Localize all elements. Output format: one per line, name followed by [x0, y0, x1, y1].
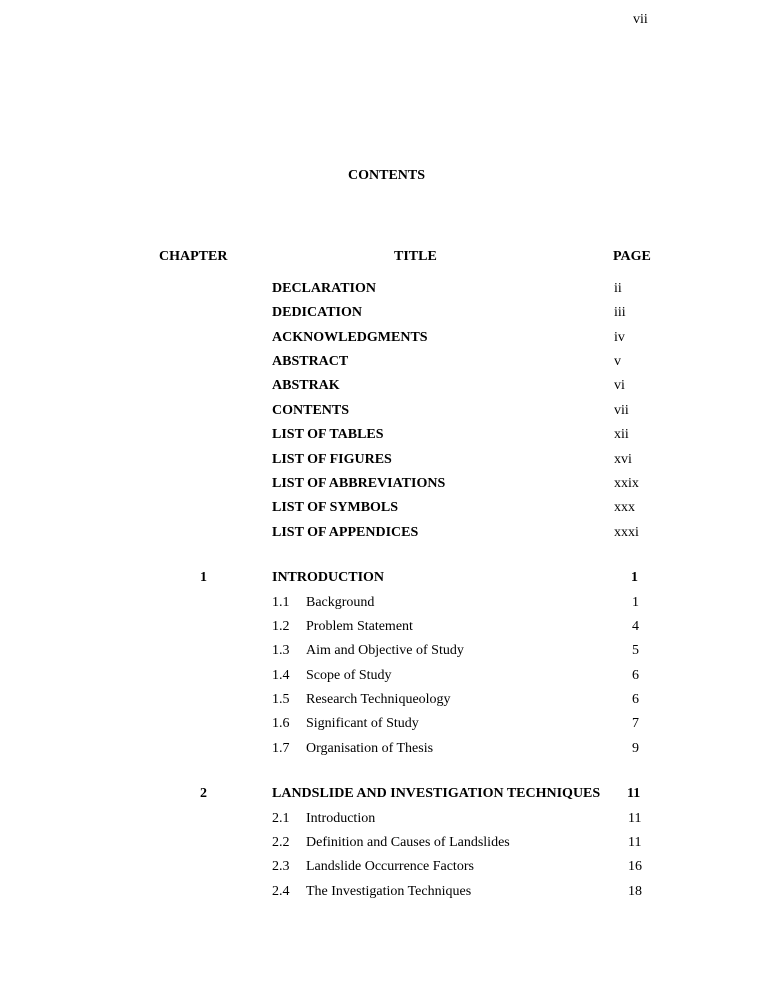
section-page: 1: [632, 595, 639, 610]
section-number: 1.5: [272, 692, 290, 707]
section-number: 1.4: [272, 668, 290, 683]
entry-title: ABSTRAK: [272, 378, 340, 393]
section-page: 5: [632, 643, 639, 658]
entry-page: xii: [614, 427, 629, 442]
entry-page: xxix: [614, 476, 639, 491]
section-page: 4: [632, 619, 639, 634]
section-page: 6: [632, 668, 639, 683]
section-title: Significant of Study: [306, 716, 419, 731]
section-page: 7: [632, 716, 639, 731]
entry-page: ii: [614, 281, 622, 296]
entry-page: iii: [614, 305, 626, 320]
section-title: Scope of Study: [306, 668, 392, 683]
section-title: Organisation of Thesis: [306, 741, 434, 756]
section-number: 1.2: [272, 619, 290, 634]
section-page: 11: [628, 811, 642, 826]
entry-title: LIST OF ABBREVIATIONS: [272, 476, 446, 491]
entry-title: DEDICATION: [272, 305, 362, 320]
section-title: The Investigation Techniques: [306, 884, 472, 899]
section-number: 1.1: [272, 595, 290, 610]
section-title: Landslide Occurrence Factors: [306, 859, 474, 874]
chapter-page: 11: [627, 786, 641, 801]
entry-title: ACKNOWLEDGMENTS: [272, 330, 428, 345]
chapter-page: 1: [631, 570, 638, 585]
section-title: Research Techniqueology: [306, 692, 451, 707]
chapter-title: INTRODUCTION: [272, 570, 385, 585]
chapter-title: LANDSLIDE AND INVESTIGATION TECHNIQUES: [272, 786, 601, 801]
entry-page: vii: [614, 403, 629, 418]
chapter-number: 2: [200, 786, 207, 801]
section-page: 9: [632, 741, 639, 756]
column-header-page: PAGE: [613, 249, 651, 264]
page-number: vii: [633, 12, 648, 27]
entry-title: LIST OF TABLES: [272, 427, 384, 442]
entry-title: LIST OF SYMBOLS: [272, 500, 399, 515]
entry-page: xvi: [614, 452, 632, 467]
entry-title: LIST OF APPENDICES: [272, 525, 419, 540]
section-number: 1.6: [272, 716, 290, 731]
chapter-number: 1: [200, 570, 207, 585]
column-header-chapter: CHAPTER: [159, 249, 228, 264]
section-number: 2.2: [272, 835, 290, 850]
column-header-title: TITLE: [394, 249, 437, 264]
entry-page: iv: [614, 330, 625, 345]
entry-title: LIST OF FIGURES: [272, 452, 392, 467]
entry-page: xxx: [614, 500, 635, 515]
section-page: 11: [628, 835, 642, 850]
section-number: 2.4: [272, 884, 290, 899]
entry-page: v: [614, 354, 621, 369]
section-number: 2.1: [272, 811, 290, 826]
section-title: Definition and Causes of Landslides: [306, 835, 510, 850]
entry-title: CONTENTS: [272, 403, 350, 418]
section-page: 18: [628, 884, 642, 899]
section-number: 1.3: [272, 643, 290, 658]
section-title: Background: [306, 595, 375, 610]
contents-heading: CONTENTS: [348, 168, 426, 183]
entry-page: xxxi: [614, 525, 639, 540]
entry-page: vi: [614, 378, 625, 393]
entry-title: ABSTRACT: [272, 354, 349, 369]
section-title: Introduction: [306, 811, 376, 826]
entry-title: DECLARATION: [272, 281, 376, 296]
section-number: 2.3: [272, 859, 290, 874]
section-title: Problem Statement: [306, 619, 413, 634]
section-title: Aim and Objective of Study: [306, 643, 464, 658]
section-page: 16: [628, 859, 642, 874]
section-page: 6: [632, 692, 639, 707]
section-number: 1.7: [272, 741, 290, 756]
